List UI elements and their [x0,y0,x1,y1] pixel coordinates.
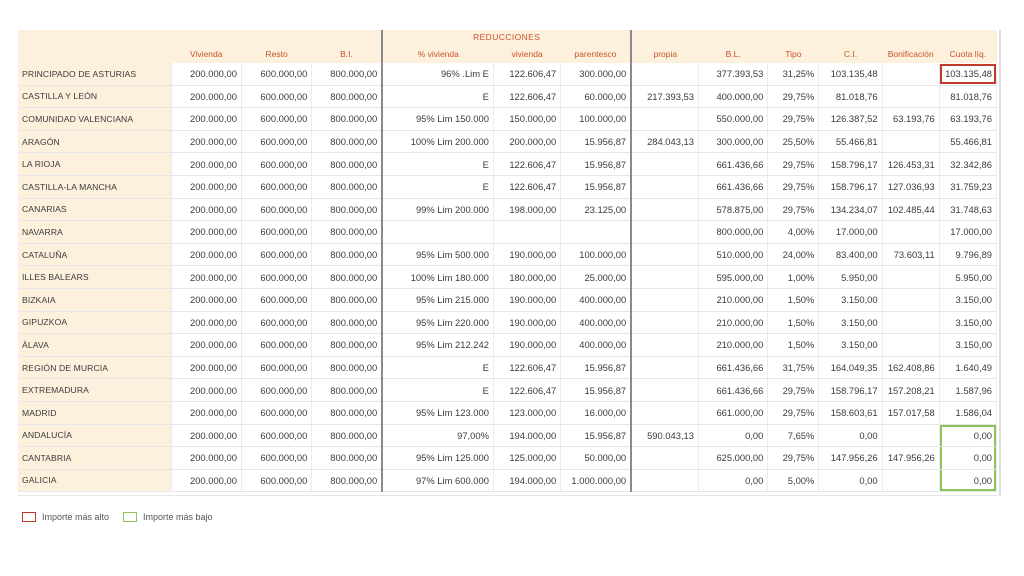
value-cell: 800.000,00 [312,334,382,357]
value-cell: 158.796,17 [819,175,882,198]
value-cell: 164.049,35 [819,356,882,379]
value-cell: 200.000,00 [171,469,241,492]
value-cell: 600.000,00 [241,85,311,108]
value-cell: 1,00% [768,266,819,289]
value-cell: 800.000,00 [312,288,382,311]
value-cell [882,221,939,244]
value-cell: 83.400,00 [819,243,882,266]
region-cell: ANDALUCÍA [18,424,171,447]
value-cell: 29,75% [768,153,819,176]
value-cell: 600.000,00 [241,288,311,311]
value-cell: 15.956,87 [561,175,631,198]
value-cell: 200.000,00 [171,243,241,266]
value-cell: 180.000,00 [493,266,560,289]
value-cell [882,424,939,447]
column-header: % vivienda [382,44,493,63]
table-row [18,85,997,108]
value-cell: 400.000,00 [561,288,631,311]
tax-comparison-panel [18,30,1001,496]
value-cell: 600.000,00 [241,356,311,379]
value-cell: 600.000,00 [241,198,311,221]
value-cell: 625.000,00 [698,447,767,470]
value-cell: 103.135,48 [939,63,996,85]
value-cell: 600.000,00 [241,266,311,289]
value-cell [631,379,698,402]
value-cell: 55.466,81 [939,130,996,153]
region-cell: EXTREMADURA [18,379,171,402]
table-row [18,198,997,221]
region-cell: CANARIAS [18,198,171,221]
region-cell: CANTABRIA [18,447,171,470]
table-row [18,469,997,492]
value-cell: 25.000,00 [561,266,631,289]
value-cell: 800.000,00 [312,469,382,492]
table-row [18,243,997,266]
value-cell: 95% Lim 220.000 [382,311,493,334]
value-cell: 3.150,00 [819,288,882,311]
value-cell: 1.000.000,00 [561,469,631,492]
value-cell [882,469,939,492]
value-cell: 73.603,11 [882,243,939,266]
region-cell: LA RIOJA [18,153,171,176]
region-cell: PRINCIPADO DE ASTURIAS [18,63,171,85]
value-cell: 600.000,00 [241,130,311,153]
value-cell: 17.000,00 [819,221,882,244]
region-cell: CASTILLA Y LEÓN [18,85,171,108]
value-cell: 200.000,00 [171,175,241,198]
table-row [18,175,997,198]
value-cell: 15.956,87 [561,153,631,176]
value-cell: 600.000,00 [241,469,311,492]
reducciones-group-header: REDUCCIONES [382,30,631,44]
low-amount-label: Importe más bajo [143,512,213,522]
value-cell: 126.453,31 [882,153,939,176]
region-cell: COMUNIDAD VALENCIANA [18,108,171,131]
value-cell: 100% Lim 180.000 [382,266,493,289]
value-cell: 600.000,00 [241,243,311,266]
value-cell: 600.000,00 [241,63,311,85]
value-cell [631,153,698,176]
table-row [18,424,997,447]
value-cell: 800.000,00 [312,356,382,379]
value-cell: 800.000,00 [312,85,382,108]
value-cell: 122.606,47 [493,175,560,198]
value-cell: 661.436,66 [698,379,767,402]
value-cell: 200.000,00 [493,130,560,153]
value-cell [631,447,698,470]
value-cell: 95% Lim 215.000 [382,288,493,311]
value-cell: 99% Lim 200.000 [382,198,493,221]
value-cell: 800.000,00 [312,379,382,402]
value-cell: E [382,175,493,198]
value-cell: 190.000,00 [493,288,560,311]
table-row [18,379,997,402]
legend [22,512,213,522]
value-cell [882,288,939,311]
value-cell: 800.000,00 [312,63,382,85]
value-cell: 9.796,89 [939,243,996,266]
value-cell: 190.000,00 [493,334,560,357]
value-cell: 800.000,00 [698,221,767,244]
value-cell: 800.000,00 [312,221,382,244]
value-cell: 400.000,00 [561,311,631,334]
value-cell: 95% Lim 150.000 [382,108,493,131]
value-cell: 50.000,00 [561,447,631,470]
value-cell: 200.000,00 [171,108,241,131]
value-cell: 600.000,00 [241,221,311,244]
value-cell [882,334,939,357]
value-cell: 800.000,00 [312,130,382,153]
value-cell [631,243,698,266]
table-body [18,63,997,492]
value-cell: 0,00 [939,469,996,492]
value-cell [631,356,698,379]
value-cell: 600.000,00 [241,311,311,334]
value-cell: 550.000,00 [698,108,767,131]
value-cell: 800.000,00 [312,243,382,266]
value-cell: 800.000,00 [312,198,382,221]
region-cell: ARAGÓN [18,130,171,153]
value-cell: 0,00 [819,469,882,492]
table-row [18,153,997,176]
value-cell: 0,00 [698,469,767,492]
column-header: Vivienda [171,44,241,63]
value-cell: 15.956,87 [561,424,631,447]
value-cell: 63.193,76 [882,108,939,131]
column-header: B.L. [698,44,767,63]
value-cell: 200.000,00 [171,153,241,176]
value-cell: 29,75% [768,198,819,221]
value-cell: 661.436,66 [698,175,767,198]
value-cell: 122.606,47 [493,85,560,108]
table-row [18,311,997,334]
value-cell: 5.950,00 [939,266,996,289]
value-cell: 510.000,00 [698,243,767,266]
value-cell: 102.485,44 [882,198,939,221]
value-cell: E [382,153,493,176]
value-cell: 17.000,00 [939,221,996,244]
value-cell: 200.000,00 [171,130,241,153]
value-cell: 150.000,00 [493,108,560,131]
value-cell: 400.000,00 [698,85,767,108]
value-cell: 125.000,00 [493,447,560,470]
value-cell: 29,75% [768,401,819,424]
region-cell: MADRID [18,401,171,424]
value-cell [561,221,631,244]
value-cell: 800.000,00 [312,153,382,176]
value-cell: 600.000,00 [241,379,311,402]
value-cell: 200.000,00 [171,401,241,424]
value-cell: 0,00 [939,447,996,470]
value-cell: 800.000,00 [312,266,382,289]
column-header: Bonificación [882,44,939,63]
value-cell: 3.150,00 [819,334,882,357]
value-cell: 134.234,07 [819,198,882,221]
table-row [18,266,997,289]
value-cell: 15.956,87 [561,130,631,153]
value-cell: 200.000,00 [171,356,241,379]
value-cell: 15.956,87 [561,379,631,402]
value-cell: 158.796,17 [819,153,882,176]
value-cell: 100% Lim 200.000 [382,130,493,153]
value-cell: 190.000,00 [493,243,560,266]
value-cell [631,108,698,131]
header-row [18,44,997,63]
region-cell: GALICIA [18,469,171,492]
value-cell: 29,75% [768,85,819,108]
value-cell [631,334,698,357]
value-cell: 595.000,00 [698,266,767,289]
value-cell: 3.150,00 [939,311,996,334]
value-cell: E [382,356,493,379]
value-cell: 15.956,87 [561,356,631,379]
value-cell: 377.393,53 [698,63,767,85]
value-cell: E [382,85,493,108]
value-cell: 31.748,63 [939,198,996,221]
region-cell: CASTILLA-LA MANCHA [18,175,171,198]
value-cell [882,311,939,334]
value-cell [631,401,698,424]
value-cell: 3.150,00 [939,288,996,311]
value-cell: 31,25% [768,63,819,85]
value-cell: 200.000,00 [171,311,241,334]
value-cell: 600.000,00 [241,424,311,447]
column-header: C.I. [819,44,882,63]
value-cell: 3.150,00 [819,311,882,334]
value-cell: 122.606,47 [493,356,560,379]
table-row [18,334,997,357]
value-cell: 100.000,00 [561,243,631,266]
region-cell: CATALUÑA [18,243,171,266]
value-cell: 194.000,00 [493,424,560,447]
region-cell: REGIÓN DE MURCIA [18,356,171,379]
value-cell: E [382,379,493,402]
value-cell: 63.193,76 [939,108,996,131]
value-cell: 578.875,00 [698,198,767,221]
value-cell: 284.043,13 [631,130,698,153]
value-cell: 300.000,00 [561,63,631,85]
value-cell: 122.606,47 [493,63,560,85]
value-cell: 32.342,86 [939,153,996,176]
table-row [18,108,997,131]
value-cell: 95% Lim 212.242 [382,334,493,357]
value-cell: 194.000,00 [493,469,560,492]
value-cell: 29,75% [768,447,819,470]
value-cell: 100.000,00 [561,108,631,131]
value-cell: 4,00% [768,221,819,244]
value-cell: 800.000,00 [312,424,382,447]
column-header [18,44,171,63]
value-cell: 55.466,81 [819,130,882,153]
value-cell [631,469,698,492]
value-cell: 800.000,00 [312,108,382,131]
value-cell: 81.018,76 [939,85,996,108]
column-header: propia [631,44,698,63]
value-cell: 210.000,00 [698,311,767,334]
value-cell: 1,50% [768,288,819,311]
value-cell: 147.956,26 [819,447,882,470]
value-cell: 600.000,00 [241,334,311,357]
value-cell: 0,00 [698,424,767,447]
value-cell [631,198,698,221]
value-cell: 122.606,47 [493,379,560,402]
table-row [18,288,997,311]
value-cell: 198.000,00 [493,198,560,221]
value-cell: 661.000,00 [698,401,767,424]
value-cell: 29,75% [768,175,819,198]
region-cell: ÁLAVA [18,334,171,357]
value-cell: 96% .Lim E [382,63,493,85]
value-cell: 800.000,00 [312,175,382,198]
value-cell: 800.000,00 [312,401,382,424]
column-header: Cuota líq. [939,44,996,63]
value-cell: 16.000,00 [561,401,631,424]
header-group-row [18,30,997,44]
value-cell: 95% Lim 125.000 [382,447,493,470]
value-cell: 157.208,21 [882,379,939,402]
value-cell: 7,65% [768,424,819,447]
value-cell: 127.036,93 [882,175,939,198]
value-cell: 210.000,00 [698,334,767,357]
value-cell: 190.000,00 [493,311,560,334]
value-cell: 0,00 [819,424,882,447]
region-cell: BIZKAIA [18,288,171,311]
value-cell: 300.000,00 [698,130,767,153]
value-cell: 158.796,17 [819,379,882,402]
value-cell [882,85,939,108]
value-cell: 200.000,00 [171,424,241,447]
value-cell: 661.436,66 [698,153,767,176]
value-cell: 158.603,61 [819,401,882,424]
value-cell: 5,00% [768,469,819,492]
value-cell: 60.000,00 [561,85,631,108]
value-cell: 1.587,96 [939,379,996,402]
high-amount-swatch [22,512,36,522]
value-cell: 1.586,04 [939,401,996,424]
value-cell: 81.018,76 [819,85,882,108]
value-cell: 200.000,00 [171,85,241,108]
column-header: B.I. [312,44,382,63]
value-cell [631,63,698,85]
value-cell: 600.000,00 [241,175,311,198]
value-cell [631,175,698,198]
value-cell: 123.000,00 [493,401,560,424]
value-cell: 600.000,00 [241,153,311,176]
region-cell: NAVARRA [18,221,171,244]
value-cell [631,288,698,311]
value-cell: 200.000,00 [171,334,241,357]
value-cell: 157.017,58 [882,401,939,424]
value-cell: 217.393,53 [631,85,698,108]
value-cell: 162.408,86 [882,356,939,379]
region-cell: ILLES BALEARS [18,266,171,289]
value-cell: 400.000,00 [561,334,631,357]
value-cell [631,266,698,289]
value-cell [631,221,698,244]
value-cell: 95% Lim 123.000 [382,401,493,424]
value-cell: 29,75% [768,108,819,131]
value-cell: 103.135,48 [819,63,882,85]
low-amount-swatch [123,512,137,522]
value-cell: 200.000,00 [171,266,241,289]
value-cell: 1,50% [768,311,819,334]
table-row [18,401,997,424]
table-row [18,130,997,153]
value-cell: 200.000,00 [171,447,241,470]
table-row [18,447,997,470]
value-cell [882,266,939,289]
column-header: parentesco [561,44,631,63]
value-cell: 97,00% [382,424,493,447]
value-cell: 800.000,00 [312,311,382,334]
value-cell: 661.436,66 [698,356,767,379]
value-cell: 95% Lim 500.000 [382,243,493,266]
region-cell: GIPUZKOA [18,311,171,334]
value-cell: 200.000,00 [171,221,241,244]
value-cell: 800.000,00 [312,447,382,470]
value-cell: 29,75% [768,379,819,402]
value-cell [493,221,560,244]
value-cell: 122.606,47 [493,153,560,176]
value-cell: 200.000,00 [171,63,241,85]
value-cell [382,221,493,244]
value-cell: 200.000,00 [171,288,241,311]
high-amount-label: Importe más alto [42,512,110,522]
value-cell [631,311,698,334]
column-header: Tipo [768,44,819,63]
table-row [18,221,997,244]
value-cell: 600.000,00 [241,447,311,470]
value-cell: 210.000,00 [698,288,767,311]
column-header: Resto [241,44,311,63]
table-row [18,356,997,379]
value-cell: 590.043,13 [631,424,698,447]
value-cell: 24,00% [768,243,819,266]
value-cell [882,130,939,153]
table-row [18,63,997,85]
value-cell: 600.000,00 [241,108,311,131]
value-cell: 3.150,00 [939,334,996,357]
value-cell [882,63,939,85]
value-cell: 1,50% [768,334,819,357]
value-cell: 600.000,00 [241,401,311,424]
value-cell: 25,50% [768,130,819,153]
value-cell: 23.125,00 [561,198,631,221]
column-header: vivienda [493,44,560,63]
value-cell: 5.950,00 [819,266,882,289]
value-cell: 97% Lim 600.000 [382,469,493,492]
value-cell: 0,00 [939,424,996,447]
value-cell: 31.759,23 [939,175,996,198]
value-cell: 147.956,26 [882,447,939,470]
value-cell: 200.000,00 [171,379,241,402]
value-cell: 200.000,00 [171,198,241,221]
value-cell: 1.640,49 [939,356,996,379]
value-cell: 31,75% [768,356,819,379]
value-cell: 126.387,52 [819,108,882,131]
tax-table [18,30,997,492]
